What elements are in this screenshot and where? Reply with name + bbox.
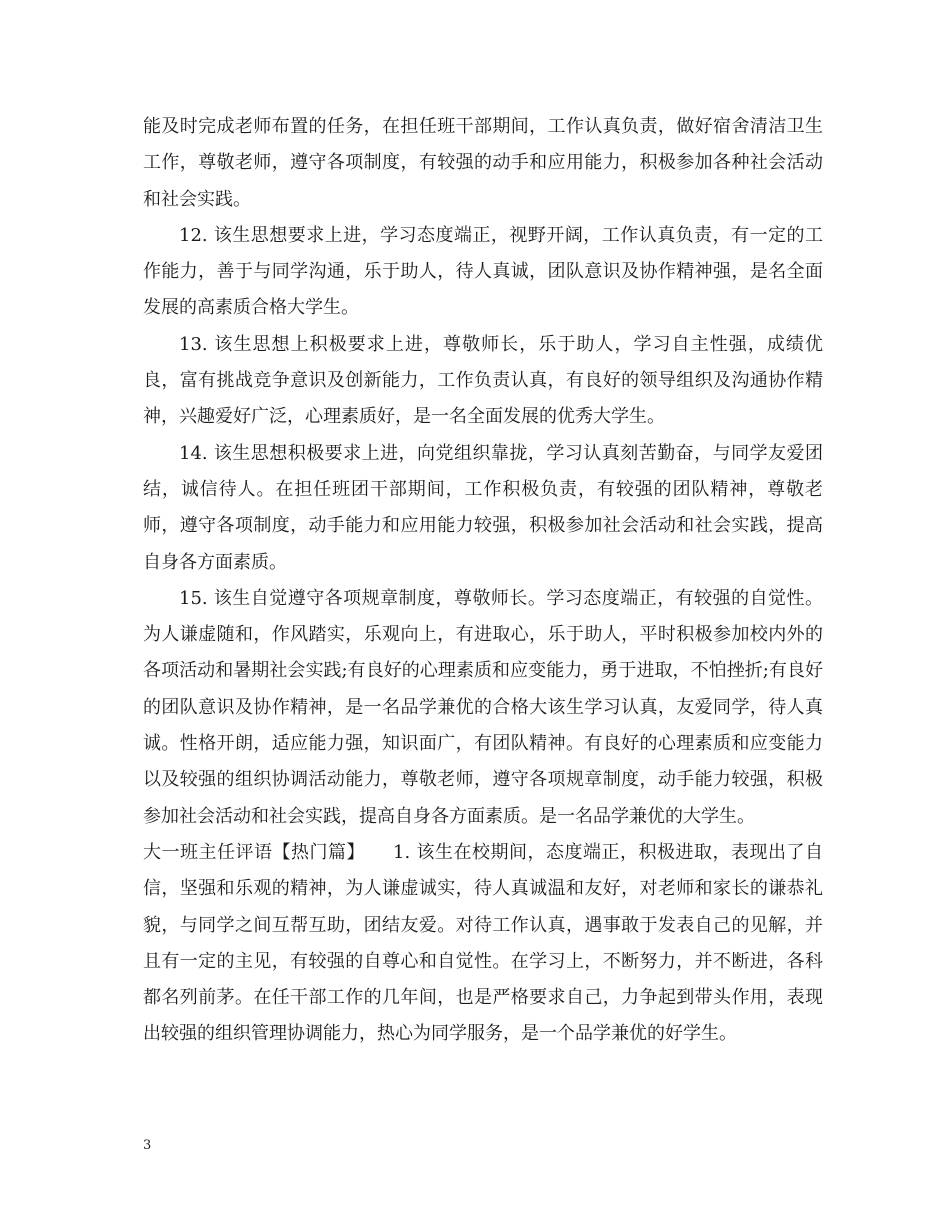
document-body [143,109,823,1053]
paragraph-11-continuation: 能及时完成老师布置的任务，在担任班干部期间，工作认真负责，做好宿舍清洁卫生工作，尊敬老师，遵守各项制度，有较强的动手和应用能力，积极参加各种社会活动和社会实践。 [143,116,823,210]
paragraph-12: 12. 该生思想要求上进，学习态度端正，视野开阔，工作认真负责，有一定的工作能力，善于与同学沟通，乐于助人，待人真诚，团队意识及协作精神强，是名全面发展的高素质合格大学生。 [143,224,823,319]
section-first-item: 1. 该生在校期间，态度端正，积极进取，表现出了自信，坚强和乐观的精神，为人谦虚诚实，待人真诚温和友好，对老师和家长的谦恭礼貌，与同学之间互帮互助，团结友爱。对待工作认真，遇事敢于发表自己的见解，并且有一定的主见，有较强的自尊心和自觉性。在学习上，不断努力，并不断进，各科都名列前茅。在任干部工作的几年间，也是严格要求自己，力争起到带头作用，表现出较强的组织管理协调能力，热心为同学服务，是一个品学兼优的好学生。 [143,841,823,1045]
paragraph-15: 15. 该生自觉遵守各项规章制度，尊敬师长。学习态度端正，有较强的自觉性。为人谦虚随和，作风踏实，乐观向上，有进取心，乐于助人，平时积极参加校内外的各项活动和暑期社会实践;有良好的心理素质和应变能力，勇于进取，不怕挫折;有良好的团队意识及协作精神，是一名品学兼优的合格大该生学习认真，友爱同学，待人真诚。性格开朗，适应能力强，知识面广，有团队精神。有良好的心理素质和应变能力以及较强的组织协调活动能力，尊敬老师，遵守各项规章制度，动手能力较强，积极参加社会活动和社会实践，提高自身各方面素质。是一名品学兼优的大学生。 [143,587,823,827]
section-paragraph [143,835,823,1053]
page-number: 3 [143,1138,152,1153]
section-heading: 大一班主任评语【热门篇】 [143,841,357,863]
paragraph-14: 14. 该生思想积极要求上进，向党组织靠拢，学习认真刻苦勤奋，与同学友爱团结，诚信待人。在担任班团干部期间，工作积极负责，有较强的团队精神，尊敬老师，遵守各项制度，动手能力和应用能力较强，积极参加社会活动和社会实践，提高自身各方面素质。 [143,442,823,573]
paragraph-13: 13. 该生思想上积极要求上进，尊敬师长，乐于助人，学习自主性强，成绩优良，富有挑战竞争意识及创新能力，工作负责认真，有良好的领导组织及沟通协作精神，兴趣爱好广泛，心理素质好，是一名全面发展的优秀大学生。 [143,333,823,428]
section-spacer [356,842,393,863]
